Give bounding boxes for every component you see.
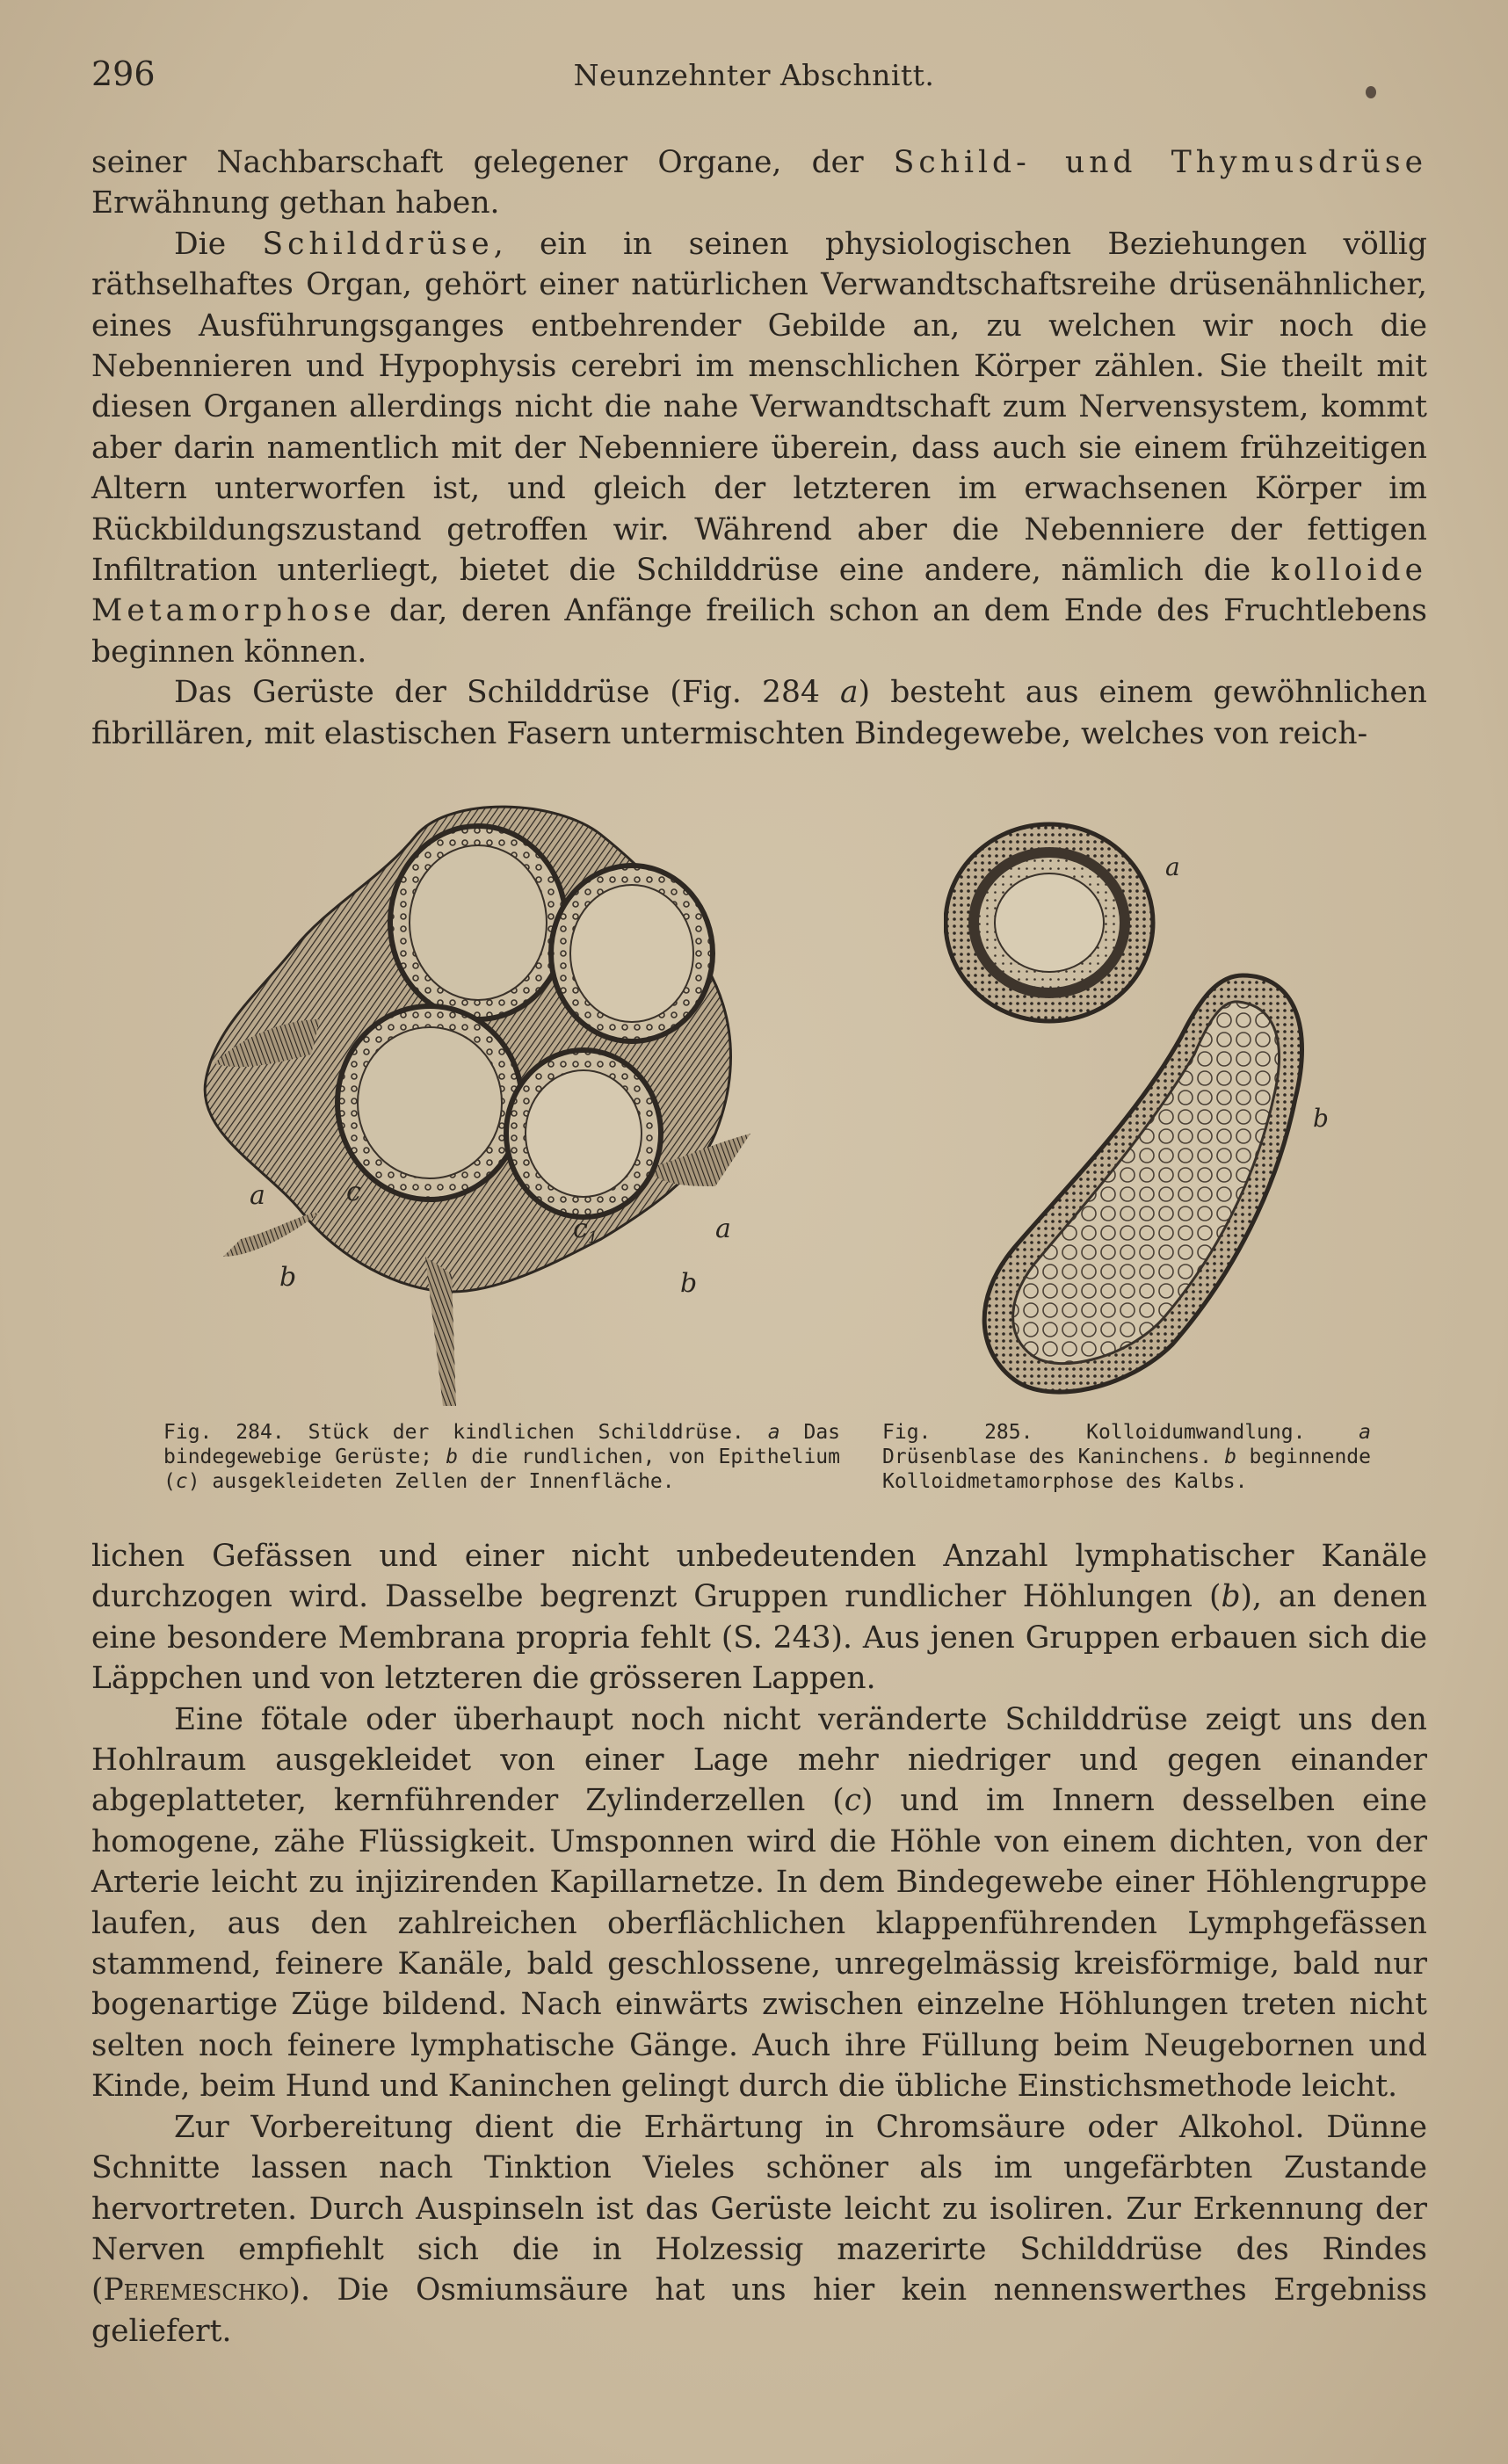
author-peremeschko: Peremeschko xyxy=(103,2272,289,2308)
running-title: Neunzehnter Abschnitt. xyxy=(573,58,935,92)
bottom-text-block xyxy=(91,1536,1427,2352)
top-text-block xyxy=(91,142,1427,754)
figure-284-caption: Fig. 284. Stück der kindlichen Schilddrüse. a Das bindegewebige Gerüste; b die rundlichen, von Epithelium (c) ausgekleideten Zellen der Innenfläche. xyxy=(163,1421,841,1493)
emphasis-schilddruese: Schilddrüse xyxy=(262,226,494,262)
label-b: b xyxy=(1313,1104,1329,1133)
figure-285-caption: Fig. 285. Kolloidumwandlung. a Drüsenblase des Kaninchens. b beginnende Kolloidmetamorphose des Kalbs. xyxy=(882,1421,1371,1493)
page-number: 296 xyxy=(91,54,156,93)
thyroid-tissue-drawing xyxy=(188,800,856,1415)
figure-285-illustration xyxy=(944,817,1401,1415)
figure-284-illustration xyxy=(188,800,856,1415)
emphasis-schild-thymus: Schild- und Thymusdrüse xyxy=(893,145,1427,180)
label-a: a xyxy=(1165,852,1180,881)
label-a-right: a xyxy=(715,1214,731,1244)
paragraph-4: lichen Gefässen und einer nicht unbedeutenden Anzahl lymphatischer Kanäle durchzogen wird. Dasselbe begrenzt Gruppen rundlicher Höhlungen (b), an denen eine besondere Membrana propria fehlt (S. 243). Aus jenen Gruppen erbauen sich die Läppchen und von letzteren die grösseren Lappen. xyxy=(91,1539,1427,1697)
label-c: c xyxy=(346,1177,361,1207)
paragraph-2: Die Schilddrüse, ein in seinen physiologischen Beziehungen völlig räthselhaftes Organ, gehört einer natürlichen Verwandtschaftsreihe drüsenähnlicher, eines Ausführungsganges entbehrender Gebilde an, zu welchen wir noch die Nebennieren und Hypophysis cerebri im menschlichen Körper zählen. Sie theilt mit diesen Organen allerdings nicht die nahe Verwandtschaft zum Nervensystem, kommt aber darin namentlich mit der Nebenniere überein, dass auch sie einem frühzeitigen Altern unterworfen ist, und gleich der letzteren im erwachsenen Körper im Rückbildungszustand getroffen wir. Während aber die Nebenniere der fettigen Infiltration unterliegt, bietet die Schilddrüse eine andere, nämlich die kolloide Metamorphose dar, deren Anfänge freilich schon an dem Ende des Fruchtlebens beginnen können. xyxy=(91,226,1427,670)
label-b-right: b xyxy=(680,1268,698,1299)
paragraph-1: seiner Nachbarschaft gelegener Organe, der Schild- und Thymusdrüse Erwähnung gethan haben. xyxy=(91,145,1427,221)
figures-area xyxy=(91,800,1427,1503)
colloid-drawing xyxy=(944,817,1401,1415)
paragraph-6: Zur Vorbereitung dient die Erhärtung in Chromsäure oder Alkohol. Dünne Schnitte lassen nach Tinktion Vieles schöner als im ungefärbten Zustande hervortreten. Durch Auspinseln ist das Gerüste leicht zu isoliren. Zur Erkennung der Nerven empfiehlt sich die in Holzessig mazerirte Schilddrüse des Rindes (Peremeschko). Die Osmiumsäure hat uns hier kein nennenswerthes Ergebniss geliefert. xyxy=(91,2109,1427,2349)
emphasis-kolloide-metamorphose: kolloide Metamorphose xyxy=(91,553,1427,629)
page-header xyxy=(91,54,1417,104)
label-a-left: a xyxy=(250,1180,265,1211)
paragraph-5: Eine fötale oder überhaupt noch nicht veränderte Schilddrüse zeigt uns den Hohlraum ausgekleidet von einer Lage mehr niedriger und gegen einander abgeplatteter, kernführender Zylinderzellen (c) und im Innern desselben eine homogene, zähe Flüssigkeit. Umsponnen wird die Höhle von einem dichten, von der Arterie leicht zu injizirenden Kapillarnetze. In dem Bindegewebe einer Höhlengruppe laufen, aus den zahlreichen oberflächlichen klappenführenden Lymphgefässen stammend, feinere Kanäle, bald geschlossene, unregelmässig kreisförmige, bald nur bogenartige Züge bildend. Nach einwärts zwischen einzelne Höhlungen treten nicht selten noch feinere lymphatische Gänge. Auch ihre Füllung beim Neugebornen und Kinde, beim Hund und Kaninchen gelingt durch die übliche Einstichsmethode leicht. xyxy=(91,1701,1427,2105)
label-b-left: b xyxy=(279,1262,297,1293)
label-c1: $c_1$ xyxy=(573,1214,598,1247)
paragraph-3: Das Gerüste der Schilddrüse (Fig. 284 a) besteht aus einem gewöhnlichen fibrillären, mit elastischen Fasern untermischten Bindegewebe, welches von reich- xyxy=(91,675,1427,751)
